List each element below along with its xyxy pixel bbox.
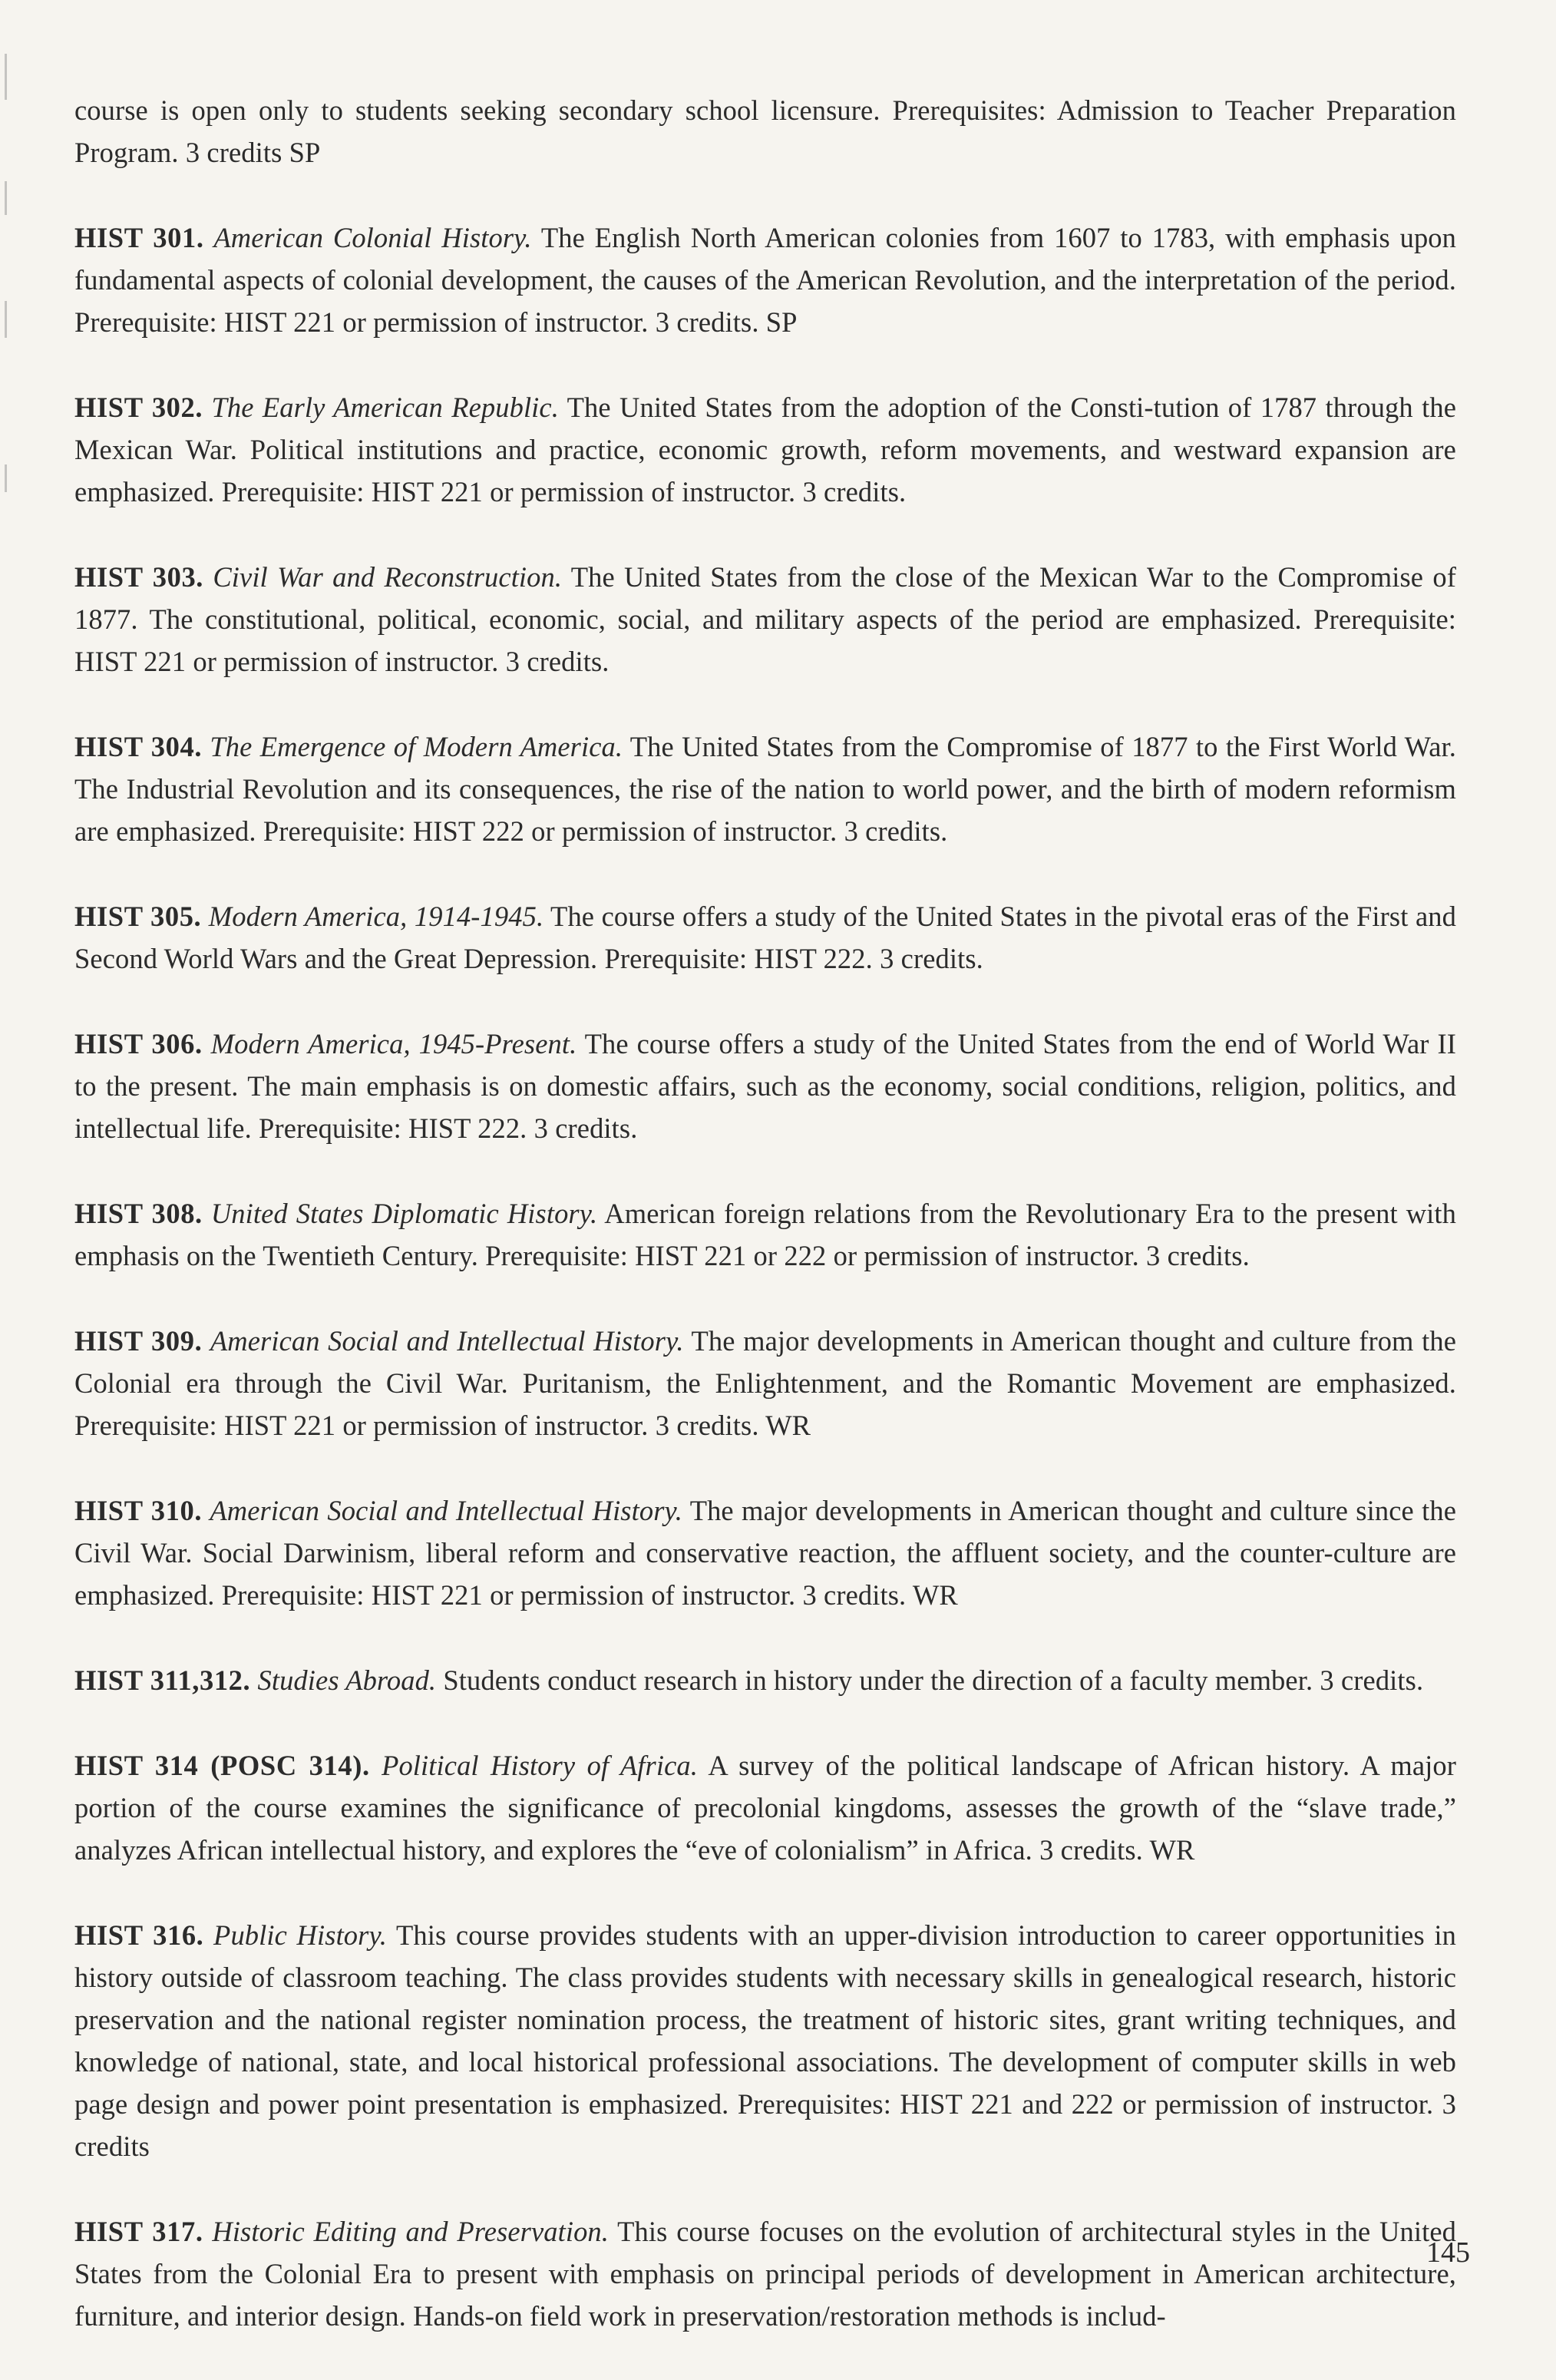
course-entry-hist-314: [74, 1744, 1456, 1871]
course-description: The United States from the adoption of the Consti-tution of 1787 through the Mexican War. Political institutions and practice, economic growth, reform movements, and westward expansion are emphasized. Prerequisite: HIST 221 or permission of instructor. 3 credits.: [74, 392, 1456, 507]
course-description: The major developments in American thought and culture from the Colonial era through the Civil War. Puritanism, the Enlightenment, and the Romantic Movement are emphasized. Prerequisite: HIST 221 or permission of instructor. 3 credits. WR: [74, 1325, 1456, 1441]
course-description: This course provides students with an upper-division introduction to career opportunities in history outside of classroom teaching. The class provides students with necessary skills in genealogical research, historic preservation and the national register nomination process, the treatment of historic sites, grant writing techniques, and knowledge of national, state, and local historical professional associations. The development of computer skills in web page design and power point presentation is emphasized. Prerequisites: HIST 221 and 222 or permission of instructor. 3 credits: [74, 1919, 1457, 2162]
course-entry-hist-303: [74, 556, 1456, 683]
course-entry-hist-317: [74, 2210, 1456, 2337]
course-title: Modern America, 1945-Present.: [210, 1028, 577, 1059]
course-code: HIST 303.: [74, 561, 204, 593]
course-title: United States Diplomatic History.: [210, 1198, 598, 1229]
course-code: HIST 314 (POSC 314).: [74, 1750, 370, 1781]
course-description: The United States from the Compromise of 1877 to the First World War. The Industrial Revolution and its consequences, the rise of the nation to world power, and the birth of modern reformism are emphasized. Prerequisite: HIST 222 or permission of instructor. 3 credits.: [74, 731, 1457, 847]
course-description: A survey of the political landscape of African history. A major portion of the course examines the significance of precolonial kingdoms, assesses the growth of the “slave trade,” analyzes African intellectual history, and explores the “eve of colonialism” in Africa. 3 credits. WR: [74, 1750, 1456, 1866]
course-descriptions: [74, 89, 1456, 2380]
course-code: HIST 308.: [74, 1198, 203, 1229]
course-title: Historic Editing and Preservation.: [212, 2216, 610, 2247]
course-entry-hist-302: [74, 386, 1456, 513]
scan-edge-mark: [5, 54, 7, 100]
course-entry-hist-311-312: [74, 1659, 1456, 1701]
course-title: Public History.: [213, 1919, 387, 1951]
scan-edge-mark: [5, 464, 7, 492]
course-description: The course offers a study of the United States in the pivotal eras of the First and Second World Wars and the Great Depression. Prerequisite: HIST 222. 3 credits.: [74, 901, 1456, 974]
course-title: American Social and Intellectual History.: [210, 1495, 683, 1526]
scan-edge-mark: [5, 301, 7, 338]
course-title: The Early American Republic.: [211, 392, 559, 423]
course-code: HIST 301.: [74, 222, 204, 253]
course-description: The course offers a study of the United States from the end of World War II to the present. The main emphasis is on domestic affairs, such as the economy, social conditions, religion, politics, and intellectual life. Prerequisite: HIST 222. 3 credits.: [74, 1028, 1456, 1144]
course-entry-hist-309: [74, 1320, 1456, 1446]
course-code: HIST 317.: [74, 2216, 203, 2247]
page-number: 145: [1426, 2236, 1470, 2269]
course-entry-hist-306: [74, 1023, 1456, 1149]
course-code: HIST 305.: [74, 901, 202, 932]
course-code: HIST 311,312.: [74, 1664, 251, 1696]
scan-edge-mark: [5, 181, 7, 215]
course-description: Students conduct research in history under the direction of a faculty member. 3 credits.: [443, 1664, 1424, 1696]
course-code: HIST 309.: [74, 1325, 203, 1357]
course-description: This course focuses on the evolution of architectural styles in the United States from the Colonial Era to present with emphasis on principal periods of development in American architecture, furniture, and interior design. Hands-on field work in preservation/restoration methods is includ-: [74, 2216, 1456, 2332]
course-title: American Colonial History.: [213, 222, 532, 253]
intro-paragraph: course is open only to students seeking secondary school licensure. Prerequisites: Admission to Teacher Preparation Program. 3 credits SP: [74, 94, 1456, 168]
course-title: American Social and Intellectual History.: [210, 1325, 684, 1357]
course-entry-hist-308: [74, 1192, 1456, 1277]
course-entry-hist-304: [74, 726, 1456, 852]
course-code: HIST 306.: [74, 1028, 203, 1059]
course-description: American foreign relations from the Revolutionary Era to the present with emphasis on the Twentieth Century. Prerequisite: HIST 221 or 222 or permission of instructor. 3 credits.: [74, 1198, 1457, 1271]
course-title: The Emergence of Modern America.: [210, 731, 623, 762]
course-entry-hist-301: [74, 217, 1456, 343]
course-description: The English North American colonies from 1607 to 1783, with emphasis upon fundamental aspects of colonial development, the causes of the American Revolution, and the interpretation of the period. Prerequisite: HIST 221 or permission of instructor. 3 credits. SP: [74, 222, 1457, 338]
course-title: Modern America, 1914-1945.: [208, 901, 544, 932]
course-code: HIST 304.: [74, 731, 203, 762]
course-description: The United States from the close of the Mexican War to the Compromise of 1877. The constitutional, political, economic, social, and military aspects of the period are emphasized. Prerequisite: HIST 221 or permission of instructor. 3 credits.: [74, 561, 1456, 677]
course-description: The major developments in American thought and culture since the Civil War. Social Darwinism, liberal reform and conservative reaction, the affluent society, and the counter-culture are emphasized. Prerequisite: HIST 221 or permission of instructor. 3 credits. WR: [74, 1495, 1456, 1611]
course-code: HIST 302.: [74, 392, 203, 423]
course-code: HIST 316.: [74, 1919, 204, 1951]
course-title: Studies Abroad.: [257, 1664, 437, 1696]
course-code: HIST 310.: [74, 1495, 203, 1526]
course-title: Civil War and Reconstruction.: [213, 561, 563, 593]
course-title: Political History of Africa.: [382, 1750, 698, 1781]
course-entry-hist-305: [74, 895, 1456, 980]
course-entry-hist-316: [74, 1914, 1456, 2167]
course-entry-hist-310: [74, 1489, 1456, 1616]
